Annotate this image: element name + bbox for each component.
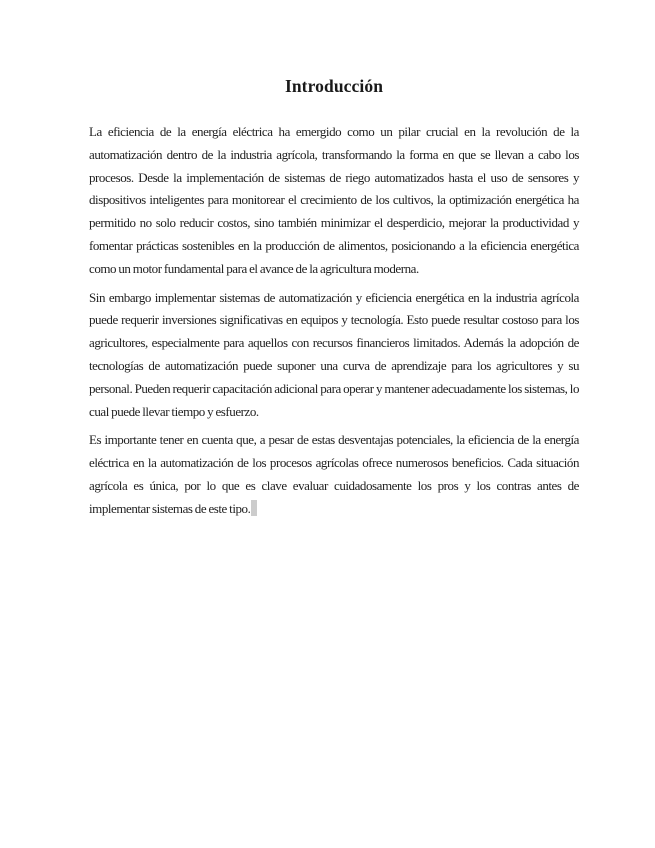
paragraph-3	[89, 429, 579, 520]
document-title: Introducción	[284, 76, 384, 96]
paragraph-1: La eficiencia de la energía eléctrica ha emergido como un pilar crucial en la revolución de la automatización dentro de la industria agrícola, transformando la forma en que se llevan a cabo los procesos. Desde la implementación de sistemas de riego automatizados hasta el uso de sensores y dispositivos inteligentes para monitorear el crecimiento de los cultivos, la optimización energética ha permitido no solo reducir costos, sino también minimizar el desperdicio, mejorar la productividad y fomentar prácticas sostenibles en la producción de alimentos, posicionando a la eficiencia energética como un motor fundamental para el avance de la agricultura moderna.	[89, 124, 579, 276]
paragraph-2: Sin embargo implementar sistemas de automatización y eficiencia energética en la industria agrícola puede requerir inversiones significativas en equipos y tecnología. Esto puede resultar costoso para los agricultores, especialmente para aquellos con recursos financieros limitados. Además la adopción de tecnologías de automatización puede suponer una curva de aprendizaje para los agricultores y su personal. Pueden requerir capacitación adicional para operar y mantener adecuadamente los sistemas, lo cual puede llevar tiempo y esfuerzo.	[89, 289, 579, 419]
text-cursor	[251, 500, 257, 516]
paragraph-3-text: Es importante tener en cuenta que, a pesar de estas desventajas potenciales, la eficiencia de la energía eléctrica en la automatización de los procesos agrícolas ofrece numerosos beneficios. Cada situación agrícola es única, por lo que es clave evaluar cuidadosamente los pros y los contras antes de implementar sistemas de este tipo.	[89, 432, 579, 516]
document-content	[89, 76, 579, 527]
